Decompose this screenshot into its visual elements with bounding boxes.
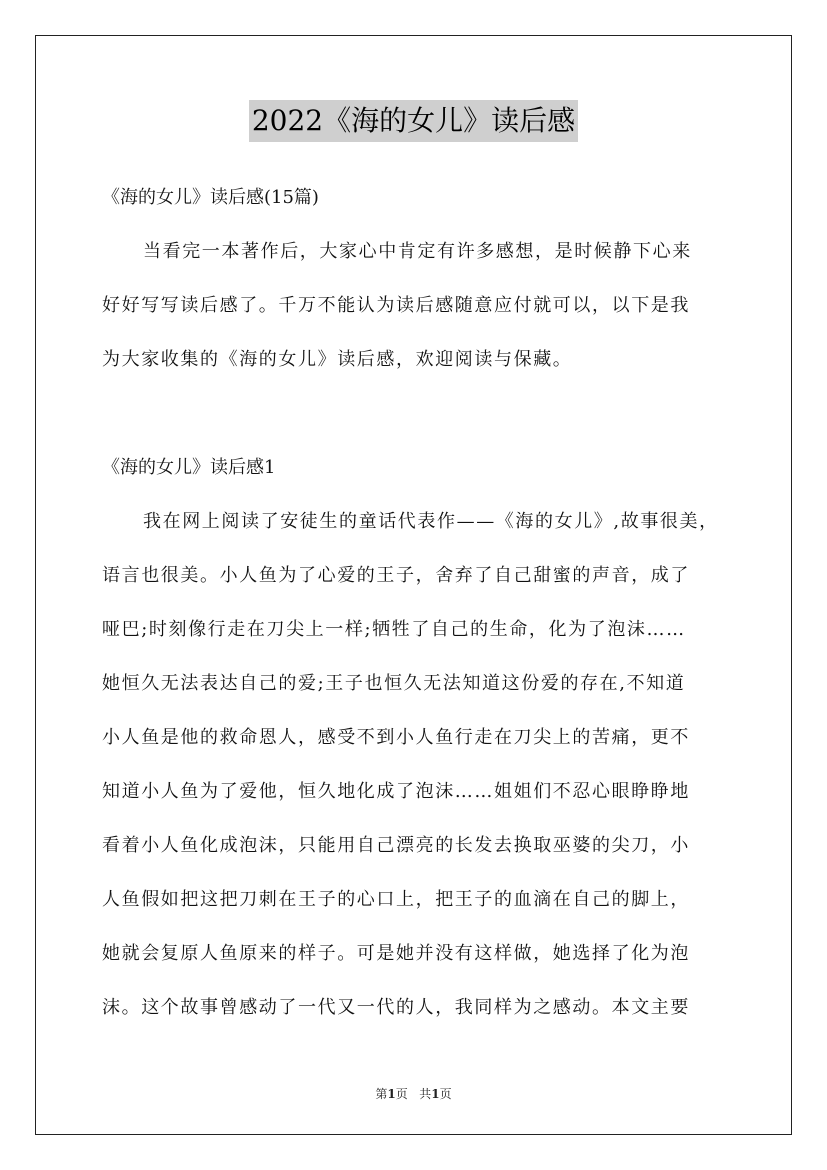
- section-heading: 《海的女儿》读后感1: [102, 457, 276, 478]
- intro-line-2: 好好写写读后感了。千万不能认为读后感随意应付就可以，以下是我: [102, 295, 690, 316]
- total-pages: 1: [431, 1087, 440, 1101]
- page-footer: [0, 1085, 827, 1102]
- body-line-2: 语言也很美。小人鱼为了心爱的王子，舍弃了自己甜蜜的声音，成了: [102, 565, 690, 586]
- body-line-8: 人鱼假如把这把刀刺在王子的心口上，把王子的血滴在自己的脚上，: [102, 889, 690, 910]
- body-line-3: 哑巴;时刻像行走在刀尖上一样;牺牲了自己的生命，化为了泡沫……: [102, 619, 686, 640]
- body-line-5: 小人鱼是他的救命恩人，感受不到小人鱼行走在刀尖上的苦痛，更不: [102, 727, 690, 748]
- document-subtitle: 《海的女儿》读后感(15篇): [102, 187, 319, 208]
- body-line-1: 我在网上阅读了安徒生的童话代表作——《海的女儿》,故事很美，: [143, 511, 719, 532]
- document-title: 2022《海的女儿》读后感: [249, 100, 578, 142]
- intro-line-1: 当看完一本著作后，大家心中肯定有许多感想，是时候静下心来: [143, 241, 692, 262]
- body-line-7: 看着小人鱼化成泡沫，只能用自己漂亮的长发去换取巫婆的尖刀，小: [102, 835, 690, 856]
- total-suffix: 页: [439, 1087, 452, 1101]
- page-number: 1: [387, 1087, 396, 1101]
- body-line-6: 知道小人鱼为了爱他，恒久地化成了泡沫……姐姐们不忍心眼睁睁地: [102, 781, 690, 802]
- body-line-4: 她恒久无法表达自己的爱;王子也恒久无法知道这份爱的存在,不知道: [102, 673, 686, 694]
- intro-line-3: 为大家收集的《海的女儿》读后感，欢迎阅读与保藏。: [102, 349, 573, 370]
- page-suffix: 页: [395, 1087, 408, 1101]
- title-container: [0, 100, 827, 142]
- body-line-10: 沫。这个故事曾感动了一代又一代的人，我同样为之感动。本文主要: [102, 997, 690, 1018]
- page-prefix: 第: [375, 1087, 388, 1101]
- total-prefix: 共: [419, 1087, 432, 1101]
- body-line-9: 她就会复原人鱼原来的样子。可是她并没有这样做，她选择了化为泡: [102, 943, 690, 964]
